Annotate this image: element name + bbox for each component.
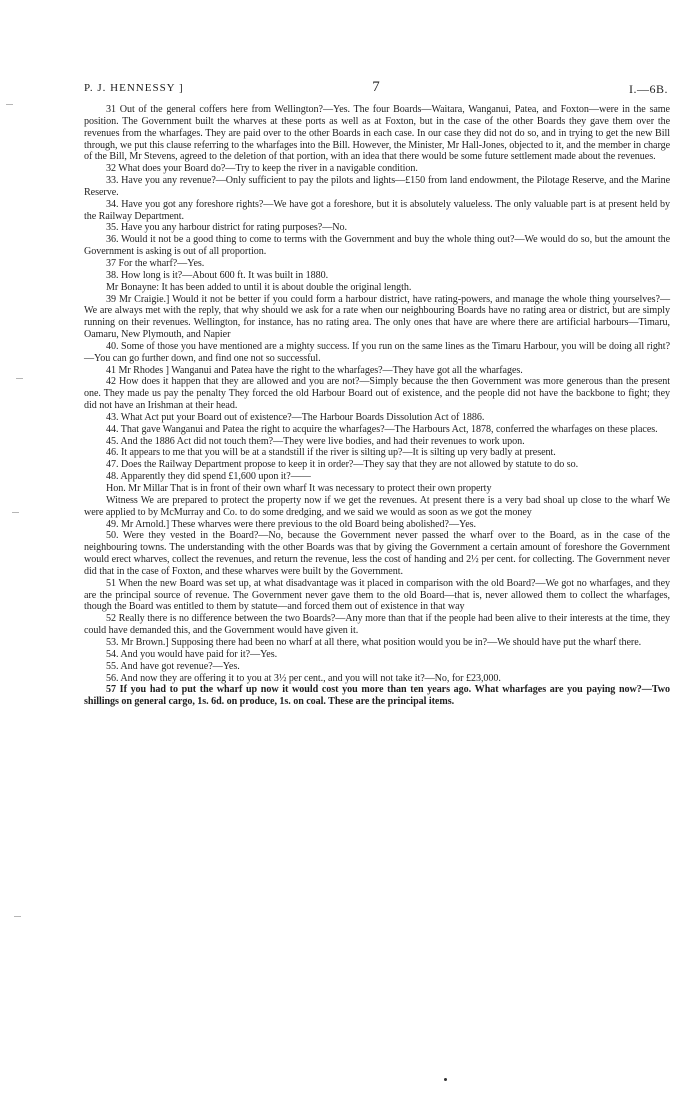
paragraph-55: 55. And have got revenue?—Yes. [106,660,240,672]
paragraph-57: 57 If you had to put the wharf up now it would cost you more than ten years ago. What wharfages are you paying now?—Two shillings on general cargo, 1s. 6d. on produce, 1s. on coal. These are the principal items. [84,684,670,708]
margin-mark [14,916,21,917]
paragraph-31: 31 Out of the general coffers here from Wellington?—Yes. The four Boards—Waitara, Wanganui, Patea, and Foxton—were in the same position. The Government built the wharves at these ports as well as at Foxton, but in the case of the other Boards they gave them over the revenues from the wharfages. They are paid over to the other Boards in each case. In our case they did not do so, and in trying to get the new Bill through, we put this clause referring to the wharfages into the Bill. However, the Minister, Mr Hall-Jones, objected to it, and the member in charge of the Bill, Mr Stevens, agreed to the deletion of that portion, with an idea that there would be some future settlement made about the revenues. [84,104,670,163]
page-speck [444,1078,447,1081]
paragraph-39: 39 Mr Craigie.] Would it not be better if you could form a harbour district, have rating-powers, and manage the whole thing yourselves?—We are always met with the reply, that why should we ask for a rate when our neighbouring Boards have no rating area or district, but are simply running on their revenues. Wellington, for instance, has no rating area. The only ones that have are where there are artificial harbours—Timaru, Oamaru, New Plymouth, and Napier [84,293,670,341]
paragraph-44: 44. That gave Wanganui and Patea the right to acquire the wharfages?—The Harbours Act, 1878, conferred the wharfages on these places. [106,423,658,435]
paragraph-43: 43. What Act put your Board out of existence?—The Harbour Boards Dissolution Act of 1886. [106,411,485,423]
margin-mark [16,378,23,379]
paragraph-36: 36. Would it not be a good thing to come to terms with the Government and buy the whole thing out?—We would do so, but the amount the Government is asking is out of all proportion. [84,234,670,258]
paragraph-54: 54. And you would have paid for it?—Yes. [106,648,278,660]
margin-mark [6,104,13,105]
paragraph-42: 42 How does it happen that they are allowed and you are not?—Simply because the then Government was more generous than the present one. They made us pay the penalty They forced the old Harbour Board out of existence, and the people did not have the backbone to fight; they did not have an Irishman at their head. [84,376,670,412]
page-header [84,79,668,98]
paragraph-53: 53. Mr Brown.] Supposing there had been no wharf at all there, what position would you be in?—We should have put the wharf there. [106,636,642,648]
paragraph-35: 35. Have you any harbour district for rating purposes?—No. [106,222,347,234]
paragraph-34: 34. Have you got any foreshore rights?—We have got a foreshore, but it is absolutely valueless. The only valuable part is at present held by the Railway Department. [84,198,670,222]
statement-bonayne: Mr Bonayne: It has been added to until it is about double the original length. [106,281,412,293]
paragraph-41: 41 Mr Rhodes ] Wanganui and Patea have the right to the wharfages?—They have got all the wharfages. [106,364,523,376]
paragraph-50: 50. Were they vested in the Board?—No, because the Government never passed the wharf over to the Board, as in the case of the neighbouring towns. The understanding with the other Boards was that by giving the Government a certain amount of foreshore the Government would erect wharves, collect the revenues, and return the revenue, less the cost of handing and 2½ per cent. for collecting. The Government never did that in the case of Foxton, and these wharves were built by the Government. [84,530,670,577]
paragraph-33: 33. Have you any revenue?—Only sufficient to pay the pilots and lights—£150 from land endowment, the Pilotage Reserve, and the Marine Reserve. [84,175,670,198]
paragraph-40: 40. Some of those you have mentioned are a mighty success. If you run on the same lines as the Timaru Harbour, you will be doing all right?—You can go further down, and find one not so successful. [84,340,670,364]
paragraph-32: 32 What does your Board do?—Try to keep the river in a navigable condition. [106,163,418,175]
paragraph-48: 48. Apparently they did spend £1,600 upon it?—— [106,471,311,483]
statement-witness: Witness We are prepared to protect the property now if we get the revenues. At present there is a very bad shoal up close to the wharf We were applied to by McMurray and Co. to do some dredging, and we said we would as soon as we got the money [84,494,670,518]
paragraph-49: 49. Mr Arnold.] These wharves were there previous to the old Board being abolished?—Yes. [106,518,477,530]
page-number: 7 [372,79,380,95]
paragraph-56: 56. And now they are offering it to you at 3½ per cent., and you will not take it?—No, for £23,000. [106,672,501,684]
document-body [84,104,670,708]
statement-millar: Hon. Mr Millar That is in front of their own wharf It was necessary to protect their own property [106,483,492,494]
header-witness-name: P. J. HENNESSY ] [84,82,184,94]
document-reference: I.—6B. [629,82,668,96]
paragraph-46: 46. It appears to me that you will be at a standstill if the river is silting up?—It is silting up very badly at present. [106,447,556,459]
paragraph-38: 38. How long is it?—About 600 ft. It was built in 1880. [106,269,329,281]
paragraph-52: 52 Really there is no difference between the two Boards?—Any more than that if the people had been alive to their interests at the time, they could have demanded this, and the Government would have given it. [84,613,670,637]
paragraph-47: 47. Does the Railway Department propose to keep it in order?—They say that they are not allowed by statute to do so. [106,459,579,471]
paragraph-45: 45. And the 1886 Act did not touch them?—They were live bodies, and had their revenues to work upon. [106,435,525,447]
paragraph-51: 51 When the new Board was set up, at what disadvantage was it placed in comparison with the old Board?—We got no wharfages, and they are the principal source of revenue. The Government never gave them to the old Board—that is, never allowed them to collect the wharfages, though the Board was entitled to them by statute—and forced them out of existence in that way [84,577,670,613]
paragraph-37: 37 For the wharf?—Yes. [106,257,205,269]
margin-mark [12,512,19,513]
